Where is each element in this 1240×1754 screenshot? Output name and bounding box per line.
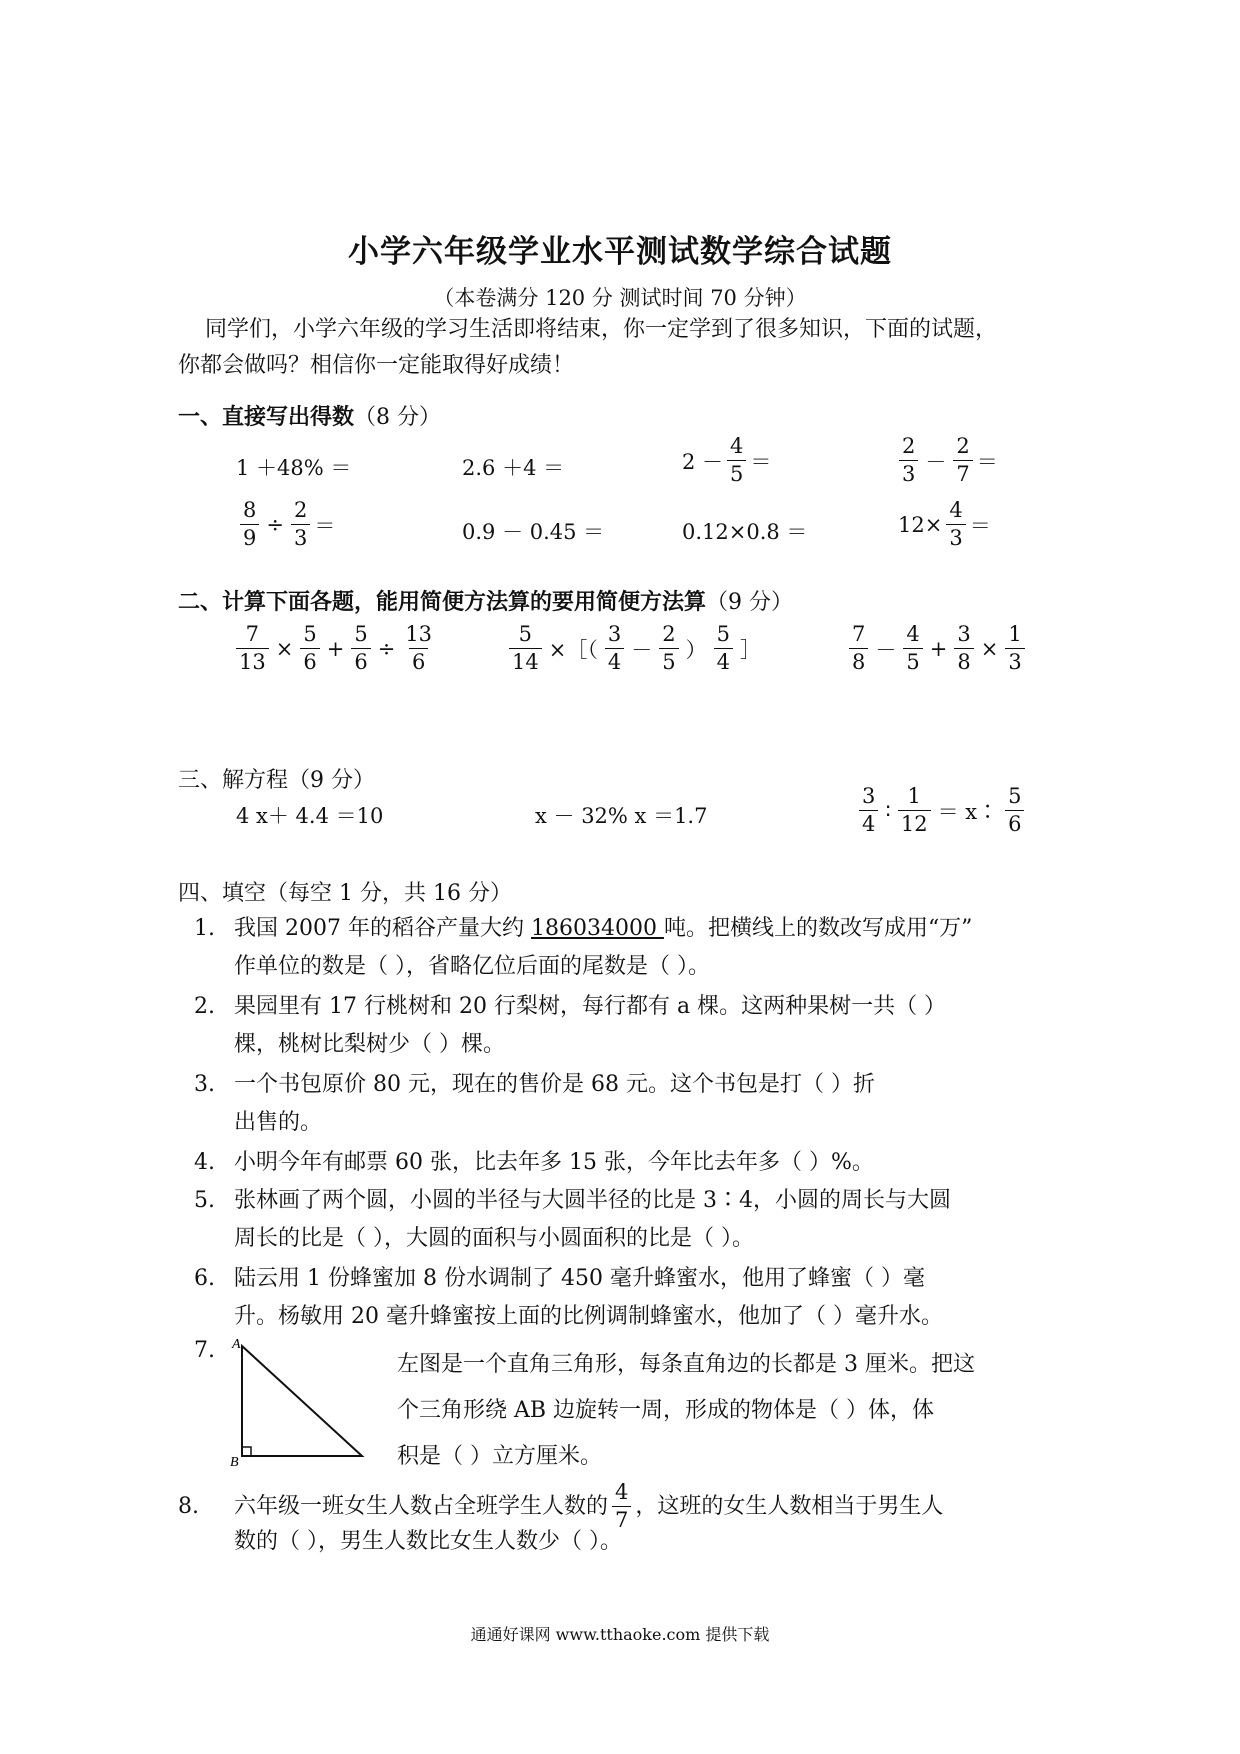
vertex-label-b: B: [230, 1455, 239, 1470]
s3-q3-op-1: ∶: [885, 798, 891, 823]
s2-c3-frac-2: $\frac{4}{5}$: [903, 624, 922, 673]
s2-c2-op-3: ）: [685, 637, 707, 662]
s2-c3-frac-4: $\frac{1}{3}$: [1005, 624, 1024, 673]
item-8-fraction: $\frac{4}{7}$: [612, 1482, 631, 1531]
fill-item-2: [194, 988, 946, 1026]
item-5-text-a: 张林画了两个圆，小圆的半径与大圆半径的比是 3∶4，小圆的周长与大圆: [234, 1188, 951, 1213]
s1-expr-5: [236, 500, 335, 549]
section-1-heading: [178, 400, 441, 431]
item-3-text-a: 一个书包原价 80 元，现在的售价是 68 元。这个书包是打（ ）折: [234, 1072, 875, 1097]
fill-item-6: [194, 1260, 925, 1298]
fill-item-1-line-2: 作单位的数是（ ），省略亿位后面的尾数是（ ）。: [234, 954, 710, 979]
s1-e3-text: 2 －: [682, 449, 724, 474]
s1-e3-eq: ＝: [750, 449, 772, 474]
section-4-title: 四、填空（每空 1 分，共 16 分）: [178, 881, 512, 906]
fill-item-4: [194, 1144, 874, 1182]
s1-expr-7: 0.12×0.8 ＝: [682, 520, 808, 544]
section-2-heading: [178, 585, 793, 616]
fill-item-3: [194, 1066, 875, 1104]
item-8-text-a: 六年级一班女生人数占全班学生人数的: [234, 1493, 609, 1519]
s2-c3-frac-1: $\frac{7}{8}$: [849, 624, 868, 673]
s1-e5-fraction-1: $\frac{8}{9}$: [240, 500, 259, 549]
item-number: 2.: [194, 994, 215, 1019]
item-number: 6.: [194, 1266, 215, 1291]
s3-q3-frac-2: $\frac{1}{12}$: [898, 786, 931, 835]
s2-c2-end: ］: [739, 637, 761, 662]
s2-calc-2: [505, 624, 764, 673]
s1-expr-1: 1 ＋48% ＝: [236, 456, 352, 480]
s1-expr-2: 2.6 ＋4 ＝: [462, 456, 565, 480]
right-triangle-figure: [228, 1336, 378, 1471]
s2-calc-1: [232, 624, 439, 673]
section-2-score: （9 分）: [706, 590, 794, 615]
s2-c1-op-2: +: [326, 636, 345, 661]
s1-e5-fraction-2: $\frac{2}{3}$: [291, 500, 310, 549]
item-1-text-a: 我国 2007 年的稻谷产量大约: [234, 916, 531, 941]
s2-c2-frac-1: $\frac{5}{14}$: [509, 624, 542, 673]
s1-e8-eq: ＝: [969, 513, 991, 538]
fill-item-8-line-2: 数的（ ），男生人数比女生人数少（ ）。: [234, 1529, 622, 1554]
s2-c1-frac-4: $\frac{13}{6}$: [405, 622, 433, 674]
s2-c3-op-1: －: [875, 637, 897, 662]
s3-equation-3: [855, 786, 1028, 835]
s2-c1-frac-2: $\frac{5}{6}$: [300, 624, 319, 673]
section-3-title: 三、解方程（9 分）: [178, 768, 375, 793]
item-number: 4.: [194, 1150, 215, 1175]
s2-c2-op-1: ×［（: [548, 637, 598, 662]
s2-c1-op-3: ÷: [377, 636, 396, 661]
vertex-label-a: A: [232, 1337, 241, 1352]
fill-item-5: [194, 1182, 951, 1220]
s1-expr-4: [895, 436, 998, 485]
fill-item-1: [194, 910, 972, 948]
s3-q3-frac-3: $\frac{5}{6}$: [1005, 786, 1024, 835]
s2-c2-frac-4: $\frac{5}{4}$: [714, 624, 733, 673]
fill-item-6-line-2: 升。杨敏用 20 毫升蜂蜜按上面的比例调制蜂蜜水，他加了（ ）毫升水。: [234, 1304, 943, 1329]
fill-item-2-line-2: 棵，桃树比梨树少（ ）棵。: [234, 1032, 505, 1057]
s2-c1-op-1: ×: [275, 636, 294, 661]
fill-item-7-line-3: 积是（ ）立方厘米。: [397, 1444, 602, 1469]
s2-c2-frac-2: $\frac{3}{4}$: [605, 624, 624, 673]
item-2-text-a: 果园里有 17 行桃树和 20 行梨树，每行都有 a 棵。这两种果树一共（ ）: [234, 994, 947, 1019]
s2-c2-op-2: －: [631, 637, 653, 662]
s3-equation-1: 4 x＋ 4.4 ＝10: [236, 804, 384, 828]
fill-item-5-line-2: 周长的比是（ ），大圆的面积与小圆面积的比是（ ）。: [234, 1226, 754, 1251]
s1-e8-fraction: $\frac{4}{3}$: [946, 500, 965, 549]
s1-e5-eq: ＝: [314, 513, 336, 538]
s1-e4-fraction-2: $\frac{2}{7}$: [953, 436, 972, 485]
s3-q3-frac-1: $\frac{3}{4}$: [859, 786, 878, 835]
s1-e4-fraction-1: $\frac{2}{3}$: [899, 436, 918, 485]
s1-expr-3: [682, 436, 771, 485]
s1-expr-6: 0.9 － 0.45 ＝: [462, 520, 605, 544]
item-4-text-a: 小明今年有邮票 60 张，比去年多 15 张，今年比去年多（ ）%。: [234, 1150, 874, 1175]
s2-c3-frac-3: $\frac{3}{8}$: [954, 624, 973, 673]
item-number: 5.: [194, 1188, 215, 1213]
fill-item-3-line-2: 出售的。: [234, 1110, 323, 1135]
page-subtitle: （本卷满分 120 分 测试时间 70 分钟）: [433, 286, 807, 310]
s2-c2-frac-3: $\frac{2}{5}$: [659, 624, 678, 673]
s2-c3-op-2: +: [929, 636, 948, 661]
page-footer: 通通好课网 www.tthaoke.com 提供下载: [470, 1625, 770, 1644]
s2-c1-frac-3: $\frac{5}{6}$: [351, 624, 370, 673]
item-number: 1.: [194, 916, 215, 941]
s1-e4-op: －: [925, 449, 947, 474]
s1-e8-text: 12×: [898, 512, 943, 537]
fill-item-7-line-2: 个三角形绕 AB 边旋转一周，形成的物体是（ ）体，体: [397, 1398, 935, 1423]
s3-q3-op-2: ＝ x∶: [937, 799, 999, 824]
page-title: 小学六年级学业水平测试数学综合试题: [348, 234, 892, 270]
s2-c3-op-3: ×: [980, 636, 999, 661]
s2-c1-frac-1: $\frac{7}{13}$: [236, 624, 269, 673]
item-number: 8.: [178, 1493, 199, 1519]
section-1-title: 一、直接写出得数: [178, 404, 355, 430]
fill-item-7-line-1: 左图是一个直角三角形，每条直角边的长都是 3 厘米。把这: [397, 1352, 975, 1377]
item-1-underlined-number: 186034000: [530, 916, 664, 941]
s1-e4-eq: ＝: [976, 449, 998, 474]
item-1-text-b: 吨。把横线上的数改写成用“万”: [663, 916, 973, 941]
s2-calc-3: [845, 624, 1029, 673]
fill-item-7-number: 7.: [194, 1338, 215, 1363]
item-number: 3.: [194, 1072, 215, 1097]
s1-expr-8: [898, 500, 991, 549]
section-2-title: 二、计算下面各题，能用简便方法算的要用简便方法算: [178, 589, 707, 615]
intro-line-2: 你都会做吗？相信你一定能取得好成绩！: [178, 353, 575, 378]
item-6-text-a: 陆云用 1 份蜂蜜加 8 份水调制了 450 毫升蜂蜜水，他用了蜂蜜（ ）毫: [234, 1266, 925, 1291]
section-1-score: （8 分）: [354, 405, 442, 430]
s1-e5-op: ÷: [266, 512, 284, 537]
intro-line-1: 同学们，小学六年级的学习生活即将结束，你一定学到了很多知识，下面的试题，: [205, 317, 998, 342]
item-8-text-b: ，这班的女生人数相当于男生人: [635, 1493, 944, 1519]
s1-e3-fraction: $\frac{4}{5}$: [727, 436, 746, 485]
s3-equation-2: x － 32% x ＝1.7: [535, 804, 708, 828]
